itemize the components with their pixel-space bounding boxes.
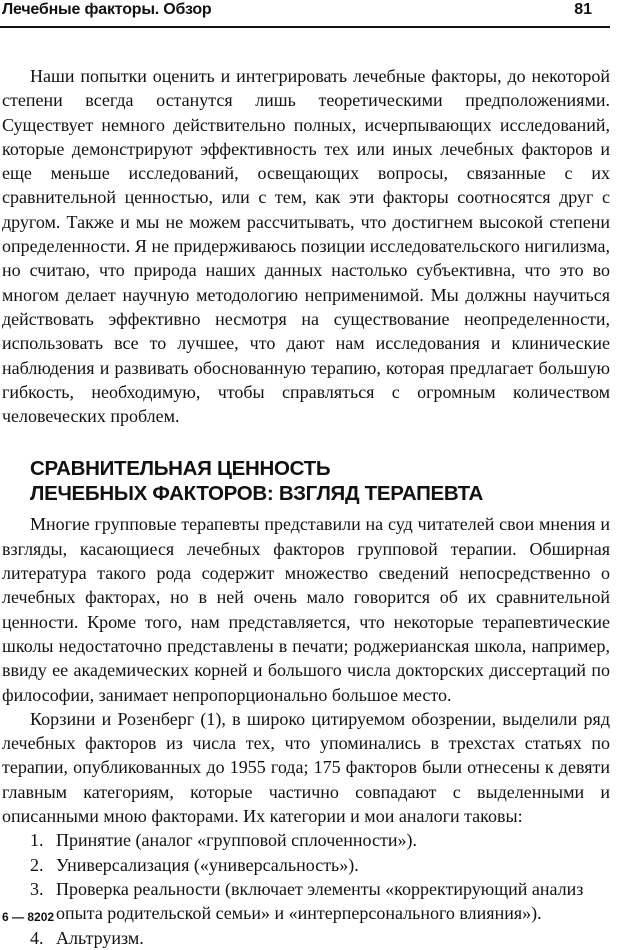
printer-signature: 6 — 8202 [2,910,55,924]
page-number: 81 [574,1,592,18]
page-header [0,0,610,28]
section-heading [30,456,610,506]
list-item-number: 3. [30,878,44,899]
list-item-text: Проверка реальности (включает элементы «корректирующий анализ опыта родительской семьи» и «интерперсонального влияния»). [56,878,584,924]
list-item-number: 2. [30,854,44,875]
running-title: Лечебные факторы. Обзор [2,1,212,18]
list-item [2,853,610,877]
paragraph-3: Корзини и Розенберг (1), в широко цитируемом обозрении, выделили ряд лечебных факторов из числа тех, что упоминались в трехстах статьях по терапии, опубликованных до 1955 года; 175 факторов были отнесены к девяти главным категориям, которые частично совпадают с выделенными и описанными мною факторами. Их категории и мои аналоги таковы: [2,708,610,827]
list-item-text: Альтруизм. [56,927,144,948]
list-item-number: 4. [30,927,44,948]
list-item [2,828,610,852]
list-item [2,926,610,950]
factor-list [2,828,610,949]
paragraph-1: Наши попытки оценить и интегрировать лечебные факторы, до некоторой степени всегда останутся лишь теоретическими предположениями. Существует немного действительно полных, исчерпывающих исследований, которые демонстрируют эффективность тех или иных лечебных факторов и еще меньше исследований, освещающих вопросы, связанные с их сравнительной ценностью, или с тем, как эти факторы соотносятся друг с другом. Также и мы не можем рассчитывать, что достигнем высокой степени определенности. Я не придерживаюсь позиции исследовательского нигилизма, но считаю, что природа наших данных настолько субъективна, что это во многом делает научную методологию неприменимой. Мы должны научиться действовать эффективно несмотря на существование неопределенности, использовать все то лучшее, что дают нам исследования и клинические наблюдения и развивать обоснованную терапию, которая предлагает большую гибкость, необходимую, чтобы справляться с огромным количеством человеческих проблем. [2,66,610,427]
list-item-text: Универсализация («универсальность»). [56,854,359,875]
section-heading-line-1: СРАВНИТЕЛЬНАЯ ЦЕННОСТЬ [30,457,331,481]
list-item-number: 1. [30,830,44,851]
paragraph-2: Многие групповые терапевты представили на суд читателей свои мнения и взгляды, касающиеся лечебных факторов групповой терапии. Обширная литература такого рода содержит множество сведений непосредственно о лечебных факторах, но в ней очень мало говорится об их сравнительной ценности. Кроме того, нам представляется, что некоторые терапевтические школы недостаточно представлены в печати; роджерианская школа, например, ввиду ее академических корней и большого числа докторских диссертаций по философии, занимает непропорционально большое место. [2,514,610,705]
section-heading-line-2: ЛЕЧЕБНЫХ ФАКТОРОВ: ВЗГЛЯД ТЕРАПЕВТА [30,482,484,506]
page-body [2,64,610,950]
list-item-text: Принятие (аналог «групповой сплоченности»). [56,830,417,851]
list-item [2,877,610,926]
